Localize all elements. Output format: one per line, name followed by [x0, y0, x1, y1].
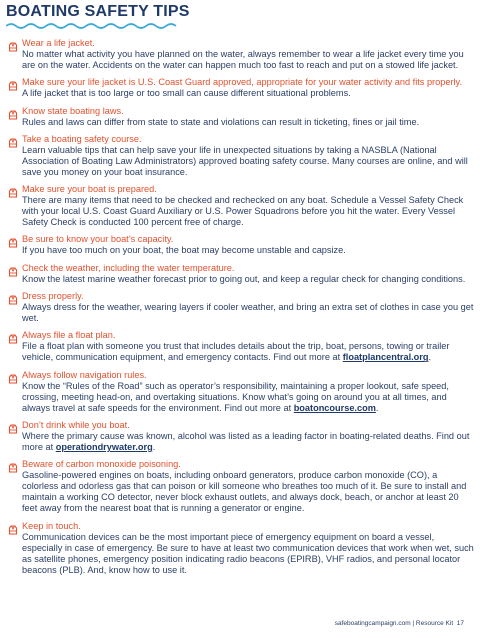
tip-title: Take a boating safety course. — [22, 133, 142, 144]
footer-text: safeboatingcampaign.com | Resource Kit — [334, 620, 454, 627]
tip-item — [8, 38, 474, 71]
tip-link[interactable]: floatplancentral.org — [342, 352, 429, 363]
tip-item — [8, 134, 474, 178]
tip-body — [22, 49, 474, 71]
tip-item — [8, 330, 474, 363]
tip-title: Beware of carbon monoxide poisoning. — [22, 459, 181, 470]
life-jacket-icon — [8, 107, 18, 117]
life-jacket-icon — [8, 264, 18, 274]
page-header — [6, 3, 190, 29]
tip-title: Always file a float plan. — [22, 330, 116, 341]
tip-item — [8, 459, 474, 514]
tip-body-text: Rules and laws can differ from state to state and violations can result in ticketing, fines or jail time. — [22, 116, 420, 127]
tip-title: Keep in touch. — [22, 520, 81, 531]
tip-item — [8, 234, 474, 256]
tip-link[interactable]: operationdrywater.org — [55, 441, 153, 452]
tip-title: Wear a life jacket. — [22, 38, 95, 48]
life-jacket-icon — [8, 135, 18, 145]
tip-link[interactable]: boatoncourse.com — [293, 402, 376, 413]
tip-title: Make sure your life jacket is U.S. Coast Guard approved, appropriate for your water activity and fits properly. — [22, 77, 463, 88]
tip-body-text: File a float plan with someone you trust that includes details about the trip, boat, persons, towing or trailer vehicle, communication equipment, and emergency contacts. Find out more at — [22, 341, 450, 363]
life-jacket-icon — [8, 292, 18, 302]
life-jacket-icon — [8, 78, 18, 88]
tip-item — [8, 370, 474, 414]
life-jacket-icon — [8, 421, 18, 431]
tip-body — [22, 145, 474, 178]
life-jacket-icon — [8, 522, 18, 532]
tip-item — [8, 291, 474, 324]
tip-body — [22, 195, 474, 228]
life-jacket-icon — [8, 235, 18, 245]
tip-body — [22, 88, 474, 99]
tips-list — [8, 38, 474, 582]
tip-link-punctuation: . — [428, 352, 432, 363]
tip-item — [8, 77, 474, 99]
tip-body-text: Always dress for the weather, wearing layers if cooler weather, and bring an extra set of clothes in case you get wet. — [22, 302, 474, 324]
tip-title: Check the weather, including the water temperature. — [22, 262, 235, 273]
tip-body — [22, 117, 474, 128]
tip-body-text: Know the “Rules of the Road” such as operator’s responsibility, maintaining a proper lookout, safe speed, crossing, meeting head-on, and overtaking situations. Know what’s going on around you at all times, and always travel at safe speeds for the environment. Find out more at — [22, 380, 449, 413]
tip-body — [22, 532, 474, 576]
life-jacket-icon — [8, 371, 18, 381]
tip-body — [22, 274, 474, 285]
tip-body — [22, 245, 474, 256]
tip-body-text: A life jacket that is too large or too small can cause different situational problems. — [22, 88, 351, 99]
tip-item — [8, 521, 474, 576]
tip-body-text: If you have too much on your boat, the boat may become unstable and capsize. — [22, 245, 346, 256]
tip-body-text: There are many items that need to be checked and rechecked on any boat. Schedule a Vessel Safety Check with your local U.S. Coast Guard Auxiliary or U.S. Power Squadrons before you hit the water. Every Vessel Safety Check is conducted 100 percent free of charge. — [22, 195, 464, 228]
tip-link-punctuation: . — [375, 402, 379, 413]
tip-body-text: No matter what activity you have planned on the water, always remember to wear a life jacket every time you are on the water. Accidents on the water can happen much too fast to reach and put on a stowed life jacket. — [22, 49, 464, 70]
tip-title: Don’t drink while you boat. — [22, 419, 130, 430]
tip-body-text: Learn valuable tips that can help save your life in unexpected situations by taking a NASBLA (National Association of Boating Law Administrators) approved boating safety course. Many courses are online, and will save you money on your boat insurance. — [22, 144, 468, 177]
tip-body-text: Communication devices can be the most important piece of emergency equipment on board a vessel, especially in case of emergency. Be sure to have at least two communication devices that work when wet, such as satellite phones, emergency position indicating radio beacons (EPIRB), VHF radios, and personal locator beacons (PLB). And, know how to use it. — [22, 531, 474, 575]
tip-title: Know state boating laws. — [22, 105, 124, 116]
tip-body — [22, 381, 474, 414]
tip-item — [8, 263, 474, 285]
page-title: BOATING SAFETY TIPS — [6, 3, 190, 20]
page-footer — [335, 620, 464, 628]
tip-title: Always follow navigation rules. — [22, 369, 147, 380]
tip-body-text: Know the latest marine weather forecast prior to going out, and keep a regular check for changing conditions. — [22, 273, 466, 284]
life-jacket-icon — [8, 185, 18, 195]
tip-link-punctuation: . — [152, 441, 156, 452]
life-jacket-icon — [8, 460, 18, 470]
tip-body — [22, 302, 474, 324]
tip-body — [22, 470, 474, 514]
tip-item — [8, 106, 474, 128]
tip-body — [22, 341, 474, 363]
life-jacket-icon — [8, 39, 18, 49]
tip-item — [8, 420, 474, 453]
tip-title: Dress properly. — [22, 291, 84, 302]
tip-body — [22, 431, 474, 453]
tip-body-text: Gasoline-powered engines on boats, including onboard generators, produce carbon monoxide (CO), a colorless and odorless gas that can poison or kill someone who breathes too much of it. Be sure to install and maintain a working CO detector, never block exhaust outlets, and always dock, beach, or anchor at least 20 feet away from the nearest boat that is running a generator or engine. — [22, 470, 467, 514]
wave-underline-icon — [6, 22, 178, 29]
tip-title: Make sure your boat is prepared. — [22, 184, 157, 195]
tip-title: Be sure to know your boat’s capacity. — [22, 234, 174, 245]
tip-item — [8, 184, 474, 228]
page-number: 17 — [456, 620, 464, 627]
tip-body-text: Where the primary cause was known, alcohol was listed as a leading factor in boating-related deaths. Find out more at — [22, 430, 470, 452]
life-jacket-icon — [8, 331, 18, 341]
